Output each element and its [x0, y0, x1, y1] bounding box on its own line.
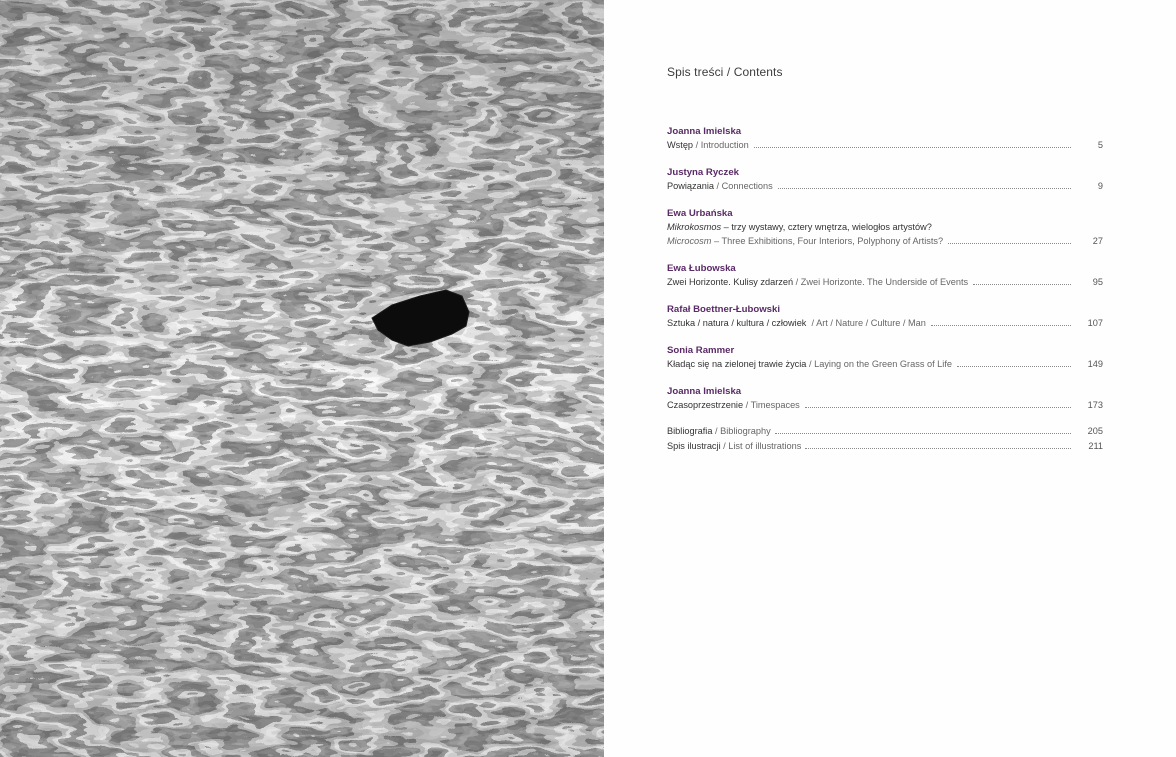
toc-entry[interactable]: [667, 262, 1103, 289]
toc-entry[interactable]: [667, 303, 1103, 330]
page-number: 205: [1087, 426, 1103, 436]
title-english: Introduction: [700, 140, 749, 150]
title-separator: /: [720, 441, 729, 451]
title-english: Art / Nature / Culture / Man: [816, 318, 926, 328]
entry-author: Justyna Ryczek: [667, 167, 739, 178]
entry-title-line: [667, 316, 1103, 330]
entry-title-line: [667, 138, 1103, 152]
title-polish: Zwei Horizonte. Kulisy zdarzeń: [667, 277, 794, 287]
entry-author: Sonia Rammer: [667, 345, 735, 356]
toc-entry[interactable]: [667, 207, 1103, 248]
title-english: Bibliography: [720, 426, 771, 436]
title-polish: Spis treści: [667, 65, 724, 79]
title-english: List of illustrations: [728, 441, 802, 451]
title-separator: /: [714, 181, 722, 191]
title-separator: /: [712, 426, 721, 436]
dot-leader: [973, 283, 1071, 285]
toc-entry-list-of-illustrations[interactable]: [667, 439, 1103, 454]
page-number: 211: [1088, 441, 1103, 451]
title-english: Laying on the Green Grass of Life: [814, 359, 952, 369]
dot-leader: [778, 187, 1071, 189]
title-polish: Kładąc się na zielonej trawie życia: [667, 359, 807, 369]
page-number: 149: [1087, 359, 1103, 369]
dot-leader: [957, 365, 1071, 367]
title-polish: Czasoprzestrzenie: [667, 400, 744, 410]
title-english: Timespaces: [750, 400, 800, 410]
page-title: [667, 65, 783, 79]
page-number: 95: [1092, 277, 1103, 287]
entry-author: Rafał Boettner-Łubowski: [667, 304, 781, 315]
entry-title-line: [667, 179, 1103, 193]
entry-author: Ewa Urbańska: [667, 208, 733, 219]
title-polish-italic: Mikrokosmos: [667, 222, 722, 232]
page-number: 5: [1097, 140, 1103, 150]
dot-leader: [775, 432, 1071, 434]
title-english: – Three Exhibitions, Four Interiors, Polyphony of Artists?: [711, 236, 944, 246]
title-polish: – trzy wystawy, cztery wnętrza, wielogłos artystów?: [721, 222, 932, 232]
title-english-italic: Microcosm: [667, 236, 712, 246]
title-separator: /: [743, 400, 751, 410]
entry-author: Ewa Łubowska: [667, 263, 736, 274]
title-separator: /: [793, 277, 801, 287]
entry-title-line: [667, 398, 1103, 412]
dot-leader: [948, 242, 1071, 244]
title-polish: Bibliografia: [667, 426, 713, 436]
toc-entry-bibliography[interactable]: [667, 424, 1103, 439]
dot-leader: [805, 447, 1071, 449]
dot-leader: [931, 324, 1071, 326]
page-number: 173: [1087, 400, 1103, 410]
title-separator: /: [693, 140, 701, 150]
title-english: Zwei Horizonte. The Underside of Events: [800, 277, 969, 287]
title-polish: Powiązania: [667, 181, 714, 191]
title-separator: /: [806, 318, 817, 328]
title-english: Connections: [721, 181, 773, 191]
contents-page: [604, 0, 1176, 757]
toc-entry[interactable]: [667, 344, 1103, 371]
toc-entry[interactable]: [667, 125, 1103, 152]
dot-leader: [754, 146, 1071, 148]
title-polish: Wstęp: [667, 140, 694, 150]
title-separator: /: [723, 65, 734, 79]
toc-entry[interactable]: [667, 385, 1103, 412]
entry-author: Joanna Imielska: [667, 386, 742, 397]
dot-leader: [805, 406, 1071, 408]
title-polish: Spis ilustracji: [667, 441, 721, 451]
toc-entry[interactable]: [667, 166, 1103, 193]
entry-title-line: [667, 220, 1103, 234]
back-matter: [667, 424, 1103, 454]
entry-title-line: [667, 275, 1103, 289]
page-number: 9: [1097, 181, 1103, 191]
title-english: Contents: [733, 65, 783, 79]
entry-title-line: [667, 357, 1103, 371]
page-number: 107: [1087, 318, 1103, 328]
entry-author: Joanna Imielska: [667, 126, 742, 137]
title-separator: /: [806, 359, 815, 369]
page-number: 27: [1092, 236, 1103, 246]
entry-title-line: [667, 234, 1103, 248]
title-polish: Sztuka / natura / kultura / człowiek: [667, 318, 807, 328]
